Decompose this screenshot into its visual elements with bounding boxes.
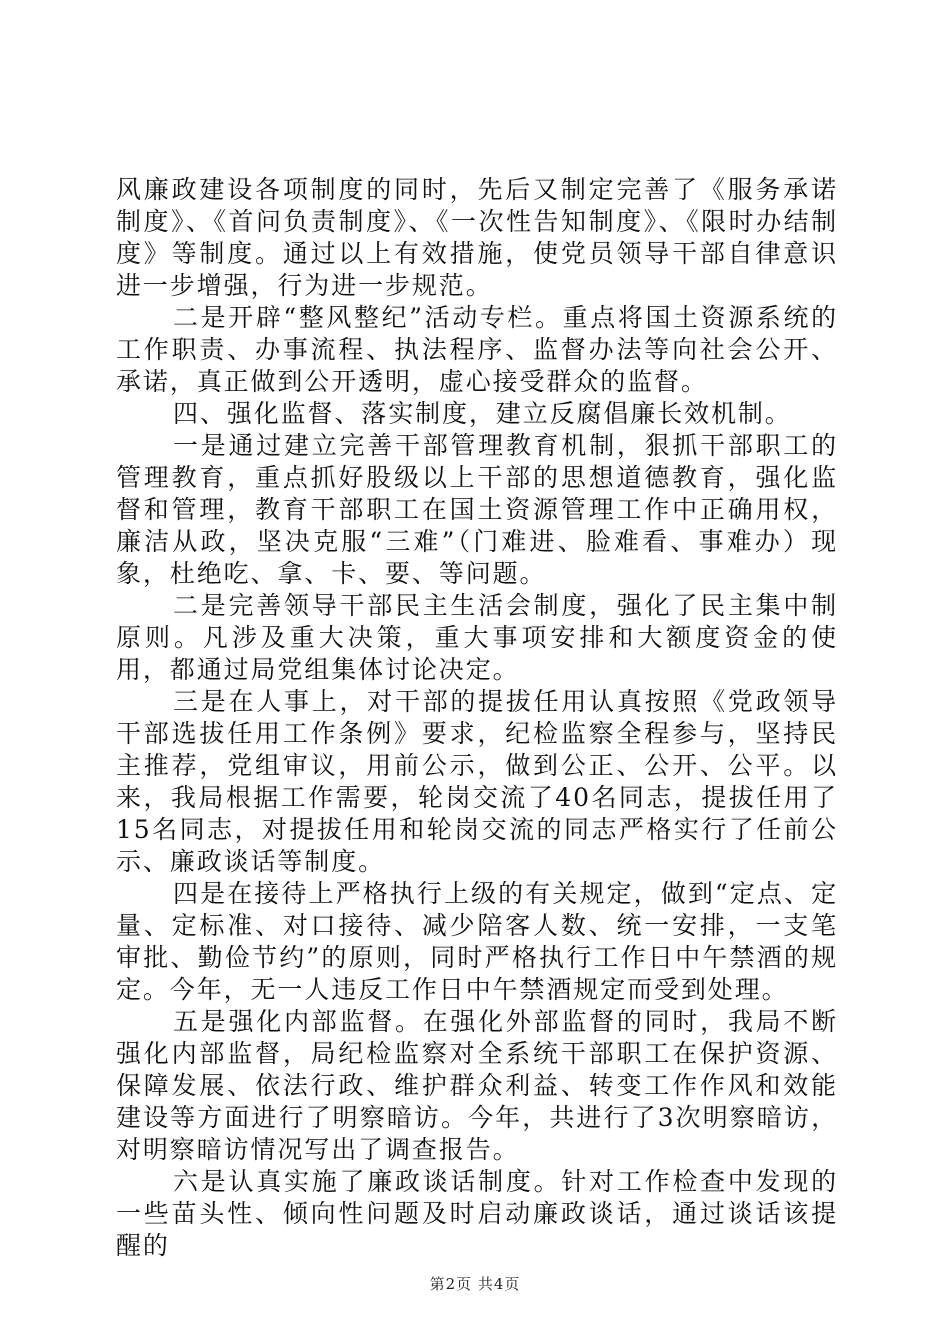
- paragraph-point-three-personnel: 三是在人事上，对干部的提拔任用认真按照《党政领导干部选拔任用工作条例》要求，纪检监察全程参与，坚持民主推荐，党组审议，用前公示，做到公正、公开、公平。以来，我局根据工作需要，轮岗交流了40名同志，提拔任用了15名同志，对提拔任用和轮岗交流的同志严格实行了任前公示、廉政谈话等制度。: [116, 687, 838, 876]
- paragraph-point-two-democratic-life: 二是完善领导干部民主生活会制度，强化了民主集中制原则。凡涉及重大决策，重大事项安排和大额度资金的使用，都通过局党组集体讨论决定。: [116, 591, 838, 684]
- paragraph-point-one-education: 一是通过建立完善干部管理教育机制，狠抓干部职工的管理教育，重点抓好股级以上干部的思想道德教育，强化监督和管理，教育干部职工在国土资源管理工作中正确用权，廉洁从政，坚决克服“三难”（门难进、脸难看、事难办）现象，杜绝吃、拿、卡、要、等问题。: [116, 431, 838, 588]
- document-body: [116, 174, 838, 1262]
- paragraph-continuation: 风廉政建设各项制度的同时，先后又制定完善了《服务承诺制度》、《首问负责制度》、《一次性告知制度》、《限时办结制度》等制度。通过以上有效措施，使党员领导干部自律意识进一步增强，行为进一步规范。: [116, 175, 838, 300]
- paragraph-point-two-column: 二是开辟“整风整纪”活动专栏。重点将国土资源系统的工作职责、办事流程、执法程序、监督办法等向社会公开、承诺，真正做到公开透明，虚心接受群众的监督。: [116, 303, 838, 396]
- paragraph-point-six-integrity-talks: 六是认真实施了廉政谈话制度。针对工作检查中发现的一些苗头性、倾向性问题及时启动廉政谈话，通过谈话该提醒的: [116, 1167, 838, 1260]
- paragraph-point-four-reception: 四是在接待上严格执行上级的有关规定，做到“定点、定量、定标准、对口接待、减少陪客人数、统一安排，一支笔审批、勤俭节约”的原则，同时严格执行工作日中午禁酒的规定。今年，无一人违反工作日中午禁酒规定而受到处理。: [116, 879, 838, 1004]
- section-heading-four: 四、强化监督、落实制度，建立反腐倡廉长效机制。: [173, 399, 792, 428]
- paragraph-point-five-internal-supervision: 五是强化内部监督。在强化外部监督的同时，我局不断强化内部监督，局纪检监察对全系统干部职工在保护资源、保障发展、依法行政、维护群众利益、转变工作作风和效能建设等方面进行了明察暗访。今年，共进行了3次明察暗访，对明察暗访情况写出了调查报告。: [116, 1007, 838, 1164]
- page-number-footer: 第2页 共4页: [429, 1275, 521, 1293]
